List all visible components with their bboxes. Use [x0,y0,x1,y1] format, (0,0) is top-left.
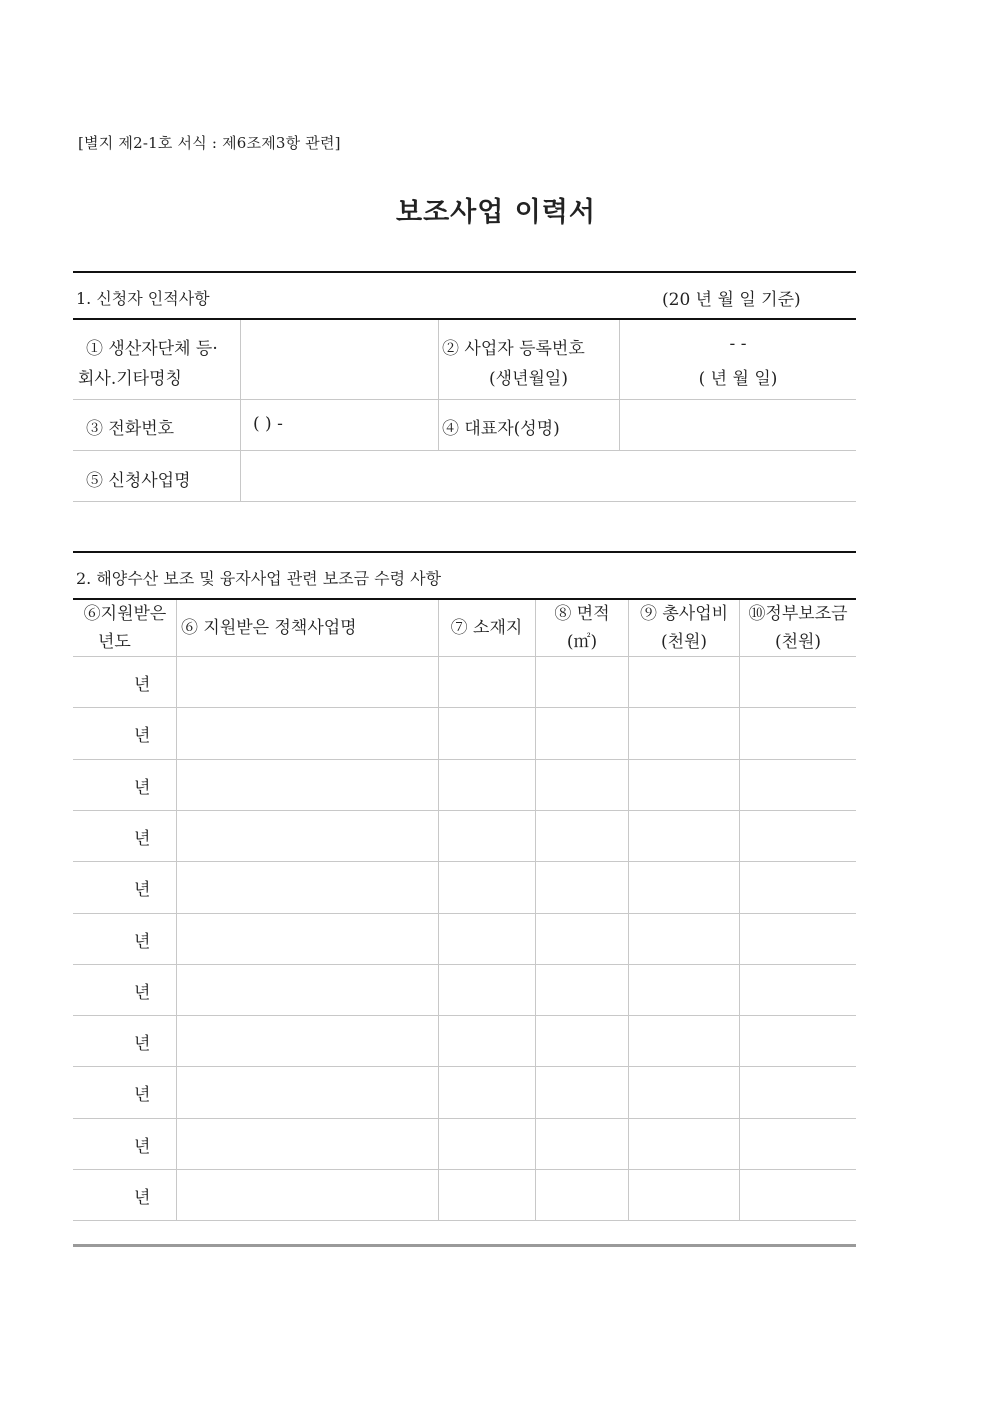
project-cell[interactable] [177,811,438,860]
area-cell[interactable] [536,1067,628,1116]
project-cell[interactable] [177,862,438,911]
s1-bottom-rule [73,501,856,502]
year-cell[interactable] [73,914,176,963]
subsidy-cell[interactable] [740,965,856,1014]
org-name-label-line1: ① 생산자단체 등· [86,339,218,359]
col-year-header-line2: 년도 [98,632,131,652]
reg-number-label-line1: ② 사업자 등록번호 [442,339,585,359]
section2-top-rule [73,551,856,553]
total-cost-cell[interactable] [629,1067,739,1116]
col-total-header-line2: (천원) [660,632,708,652]
location-cell[interactable] [439,1067,535,1116]
project-cell[interactable] [177,760,438,809]
year-cell[interactable] [73,1067,176,1116]
year-cell[interactable] [73,965,176,1014]
area-cell[interactable] [536,914,628,963]
year-cell[interactable] [73,1016,176,1065]
year-suffix: 년 [134,829,151,849]
subsidy-cell[interactable] [740,811,856,860]
year-suffix: 년 [134,1034,151,1054]
total-cost-cell[interactable] [629,811,739,860]
total-cost-cell[interactable] [629,914,739,963]
section1-top-rule [73,271,856,273]
table-row-rule [73,1220,856,1221]
subsidy-cell[interactable] [740,760,856,809]
total-cost-cell[interactable] [629,708,739,757]
subsidy-cell[interactable] [740,708,856,757]
project-name-label: ⑤ 신청사업명 [86,471,191,491]
year-cell[interactable] [73,760,176,809]
col-subsidy-header-line1: ⑩정부보조금 [748,604,848,624]
location-cell[interactable] [439,862,535,911]
col-total-header-line1: ⑨ 총사업비 [639,604,729,624]
reg-number-label-line2: (생년월일) [489,369,568,389]
year-cell[interactable] [73,708,176,757]
section2-heading: 2. 해양수산 보조 및 융자사업 관련 보조금 수령 사항 [76,569,442,588]
total-cost-cell[interactable] [629,862,739,911]
page-bottom-rule [73,1244,856,1247]
area-cell[interactable] [536,708,628,757]
year-suffix: 년 [134,675,151,695]
birth-date-field[interactable]: ( 년 월 일) [698,369,778,389]
total-cost-cell[interactable] [629,1170,739,1219]
area-cell[interactable] [536,1119,628,1168]
total-cost-cell[interactable] [629,1016,739,1065]
s1-row-rule-1 [73,399,856,400]
col-year-header-line1: ⑥지원받은 [83,604,167,624]
col-area-header-line1: ⑧ 면적 [554,604,610,624]
col-project-header: ⑥ 지원받은 정책사업명 [181,618,357,638]
area-cell[interactable] [536,657,628,706]
project-cell[interactable] [177,1119,438,1168]
project-name-field[interactable] [243,453,853,499]
subsidy-cell[interactable] [740,657,856,706]
project-cell[interactable] [177,1016,438,1065]
area-cell[interactable] [536,760,628,809]
phone-field[interactable]: ( ) - [253,414,283,434]
s1-col-divider-1 [240,320,241,502]
year-suffix: 년 [134,1085,151,1105]
total-cost-cell[interactable] [629,657,739,706]
project-cell[interactable] [177,1170,438,1219]
location-cell[interactable] [439,1170,535,1219]
subsidy-cell[interactable] [740,862,856,911]
project-cell[interactable] [177,1067,438,1116]
subsidy-cell[interactable] [740,1170,856,1219]
year-suffix: 년 [134,983,151,1003]
subsidy-cell[interactable] [740,914,856,963]
year-suffix: 년 [134,1188,151,1208]
s1-row-rule-2 [73,450,856,451]
representative-label: ④ 대표자(성명) [442,419,560,439]
area-cell[interactable] [536,965,628,1014]
project-cell[interactable] [177,914,438,963]
year-cell[interactable] [73,862,176,911]
location-cell[interactable] [439,965,535,1014]
location-cell[interactable] [439,657,535,706]
col-location-header: ⑦ 소재지 [450,618,523,638]
project-cell[interactable] [177,708,438,757]
year-suffix: 년 [134,880,151,900]
year-suffix: 년 [134,726,151,746]
location-cell[interactable] [439,1119,535,1168]
project-cell[interactable] [177,965,438,1014]
subsidy-cell[interactable] [740,1119,856,1168]
year-suffix: 년 [134,932,151,952]
section1-header-rule [73,318,856,320]
area-cell[interactable] [536,862,628,911]
representative-field[interactable] [622,402,854,448]
subsidy-cell[interactable] [740,1067,856,1116]
project-cell[interactable] [177,657,438,706]
total-cost-cell[interactable] [629,760,739,809]
area-cell[interactable] [536,811,628,860]
col-subsidy-header-line2: (천원) [774,632,822,652]
section1-heading: 1. 신청자 인적사항 [76,289,210,308]
phone-label: ③ 전화번호 [86,419,175,439]
date-basis: (20 년 월 일 기준) [662,290,801,310]
year-cell[interactable] [73,657,176,706]
org-name-field[interactable] [243,322,437,398]
org-name-label-line2: 회사.기타명칭 [78,369,182,389]
subsidy-cell[interactable] [740,1016,856,1065]
year-cell[interactable] [73,1170,176,1219]
location-cell[interactable] [439,914,535,963]
year-cell[interactable] [73,1119,176,1168]
reg-number-field[interactable]: - - [729,334,747,354]
location-cell[interactable] [439,760,535,809]
total-cost-cell[interactable] [629,1119,739,1168]
year-suffix: 년 [134,778,151,798]
form-reference: [별지 제2-1호 서식 : 제6조제3항 관련] [78,134,341,152]
location-cell[interactable] [439,708,535,757]
location-cell[interactable] [439,811,535,860]
col-area-header-line2: (㎡) [566,632,598,652]
location-cell[interactable] [439,1016,535,1065]
area-cell[interactable] [536,1170,628,1219]
total-cost-cell[interactable] [629,965,739,1014]
page-title: 보조사업 이력서 [396,197,596,228]
year-suffix: 년 [134,1137,151,1157]
area-cell[interactable] [536,1016,628,1065]
year-cell[interactable] [73,811,176,860]
